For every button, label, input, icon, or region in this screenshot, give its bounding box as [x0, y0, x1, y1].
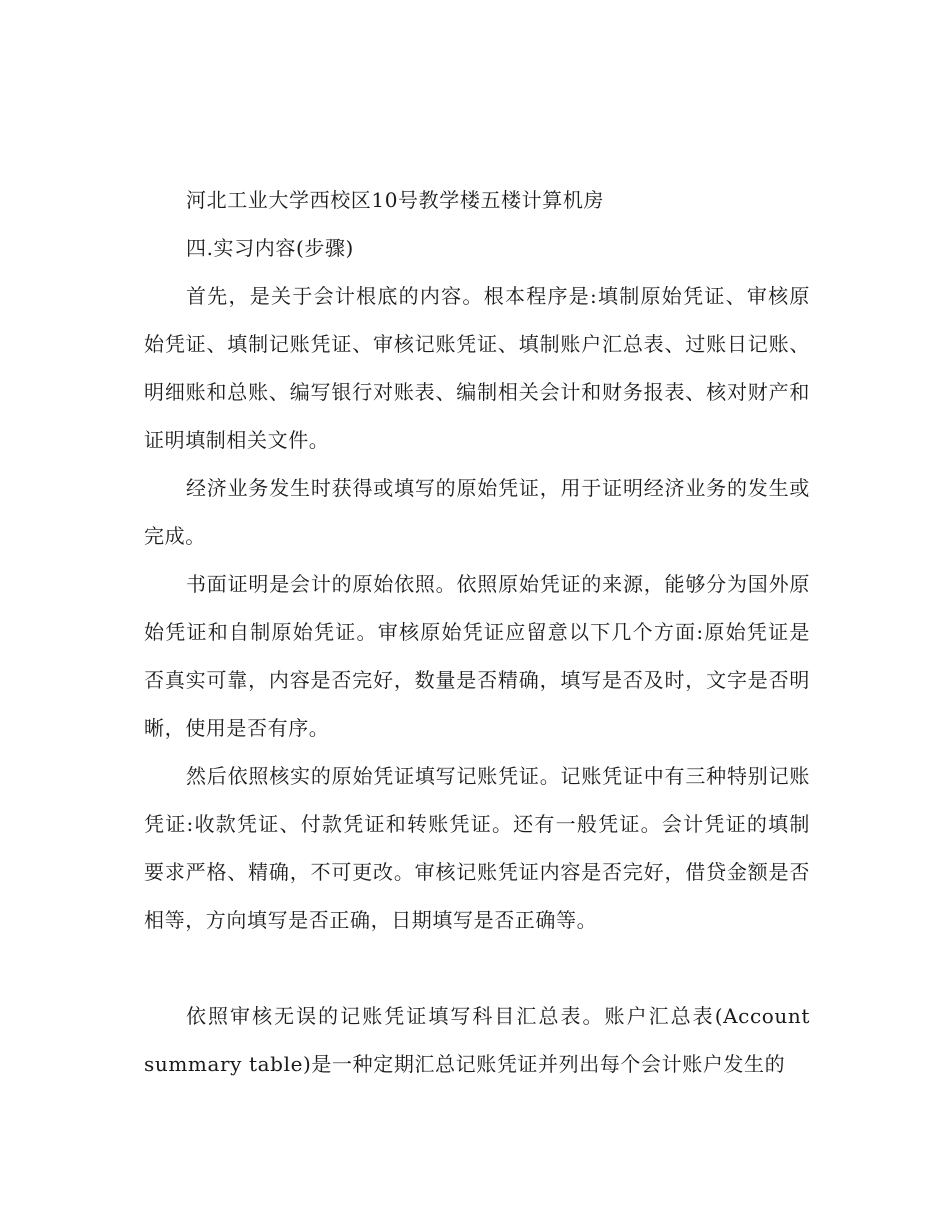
- paragraph-gap: [144, 944, 810, 992]
- section-heading: 四.实习内容(步骤): [186, 236, 354, 260]
- paragraph-written-proof: 书面证明是会计的原始依照。依照原始凭证的来源，能够分为国外原始凭证和自制原始凭证。审核原始凭证应留意以下几个方面:原始凭证是否真实可靠，内容是否完好，数量是否精确，填写是否及时，文字是否明晰，使用是否有序。: [144, 572, 810, 740]
- paragraph-original-voucher: 经济业务发生时获得或填写的原始凭证，用于证明经济业务的发生或完成。: [144, 476, 810, 548]
- paragraph-bookkeeping-voucher: 然后依照核实的原始凭证填写记账凭证。记账凭证中有三种特别记账凭证:收款凭证、付款凭证和转账凭证。还有一般凭证。会计凭证的填制要求严格、精确，不可更改。审核记账凭证内容是否完好，借贷金额是否相等，方向填写是否正确，日期填写是否正确等。: [144, 764, 811, 932]
- paragraph-accounting-basics: 首先，是关于会计根底的内容。根本程序是:填制原始凭证、审核原始凭证、填制记账凭证、审核记账凭证、填制账户汇总表、过账日记账、明细账和总账、编写银行对账表、编制相关会计和财务报表、核对财产和证明填制相关文件。: [144, 284, 810, 452]
- paragraph-location: 河北工业大学西校区10号教学楼五楼计算机房: [186, 188, 605, 212]
- document-body: [144, 176, 810, 1088]
- paragraph-account-summary: 依照审核无误的记账凭证填写科目汇总表。账户汇总表(Account summary table)是一种定期汇总记账凭证并列出每个会计账户发生的: [144, 1004, 810, 1076]
